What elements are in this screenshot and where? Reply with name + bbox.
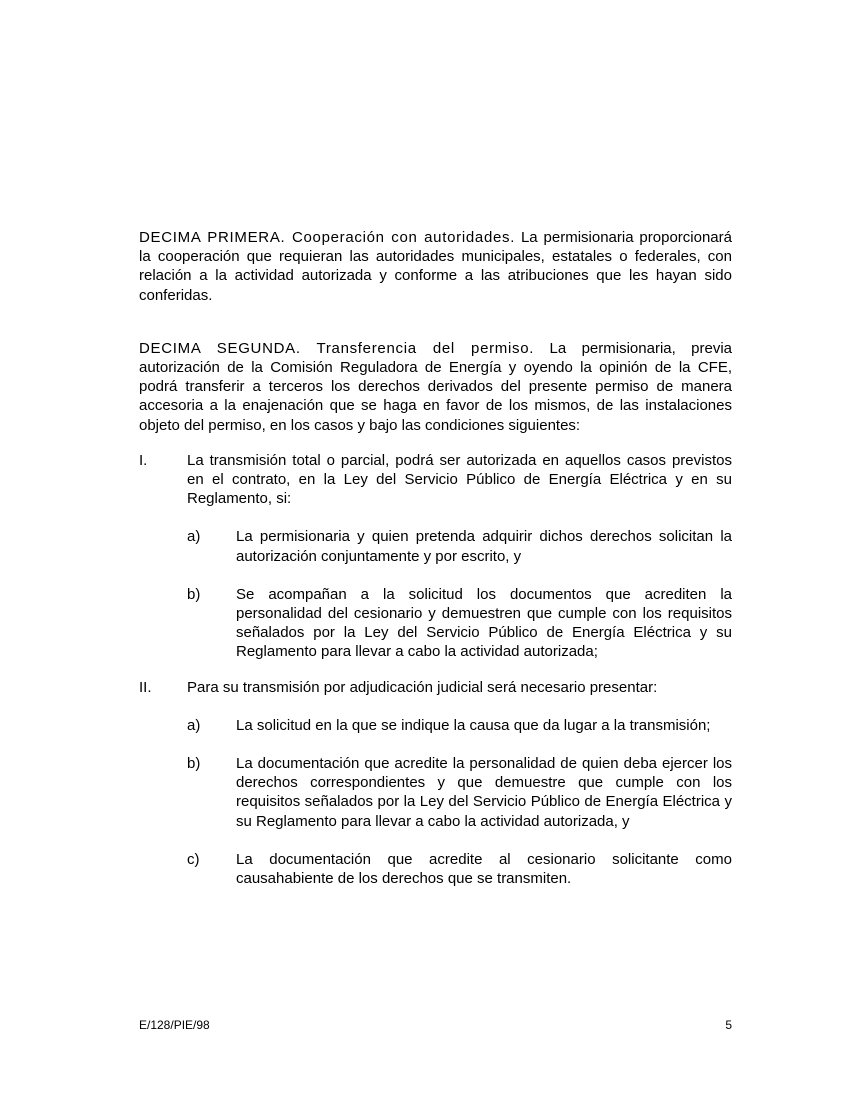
list-subitem-text: La permisionaria y quien pretenda adquirir dichos derechos solicitan la autorización conjuntamente y por escrito, y bbox=[236, 528, 732, 565]
clause-heading: DECIMA SEGUNDA. Transferencia del permiso. bbox=[139, 339, 535, 357]
list-subitem-label: a) bbox=[187, 528, 201, 546]
clause-text: La permisionaria, previa autorización de la Comisión Reguladora de Energía y oyendo la opinión de la CFE, podrá transferir a terceros los derechos derivados del presente permiso de manera accesoria a la enajenación que se haga en favor de los mismos, de las instalaciones objeto del permiso, en los casos y bajo las condiciones siguientes: bbox=[139, 339, 733, 434]
document-body bbox=[139, 228, 732, 888]
list-subitem-label: a) bbox=[187, 716, 201, 734]
clause-text: La permisionaria proporcionará la cooperación que requieran las autoridades municipales, estatales o federales, con relación a la actividad autorizada y conforme a las atribuciones que les hayan sido conferidas. bbox=[139, 229, 732, 304]
list-item-label: II. bbox=[139, 678, 152, 696]
list-item-i bbox=[139, 451, 732, 509]
list-subitem-text: Se acompañan a la solicitud los documentos que acrediten la personalidad del cesionario y demuestren que cumple con los requisitos señalados por la Ley del Servicio Público de Energía Eléctrica y su Reglamento para llevar a cabo la actividad autorizada; bbox=[236, 585, 732, 661]
page-footer bbox=[139, 1018, 732, 1032]
document-reference: E/128/PIE/98 bbox=[139, 1018, 210, 1032]
page-number: 5 bbox=[725, 1018, 732, 1032]
list-subitem-i-a bbox=[187, 527, 732, 565]
list-subitem-label: b) bbox=[187, 755, 201, 773]
list-item-ii bbox=[139, 678, 732, 697]
list-subitem-text: La documentación que acredite la personalidad de quien deba ejercer los derechos correspondientes y que demuestre que cumple con los requisitos señalados por la Ley del Servicio Público de Energía Eléctrica y su Reglamento para llevar a cabo la actividad autorizada, y bbox=[236, 755, 732, 830]
list-subitem-i-b bbox=[187, 585, 732, 662]
list-subitem-ii-b bbox=[187, 754, 732, 831]
list-subitem-label: b) bbox=[187, 585, 201, 603]
list-subitem-text: La solicitud en la que se indique la causa que da lugar a la transmisión; bbox=[236, 716, 711, 734]
list-subitem-ii-a bbox=[187, 716, 732, 735]
list-item-label: I. bbox=[139, 451, 148, 469]
list-item-text: La transmisión total o parcial, podrá ser autorizada en aquellos casos previstos en el contrato, en la Ley del Servicio Público de Energía Eléctrica y en su Reglamento, si: bbox=[187, 451, 732, 508]
list-subitem-text: La documentación que acredite al cesionario solicitante como causahabiente de los derechos que se transmiten. bbox=[236, 850, 732, 888]
clause-decima-segunda bbox=[139, 339, 732, 435]
clause-decima-primera bbox=[139, 228, 732, 305]
clause-heading: DECIMA PRIMERA. Cooperación con autoridades. bbox=[139, 229, 516, 246]
list-subitem-label: c) bbox=[187, 850, 200, 868]
list-item-text: Para su transmisión por adjudicación judicial será necesario presentar: bbox=[187, 678, 658, 696]
list-subitem-ii-c bbox=[187, 850, 732, 888]
